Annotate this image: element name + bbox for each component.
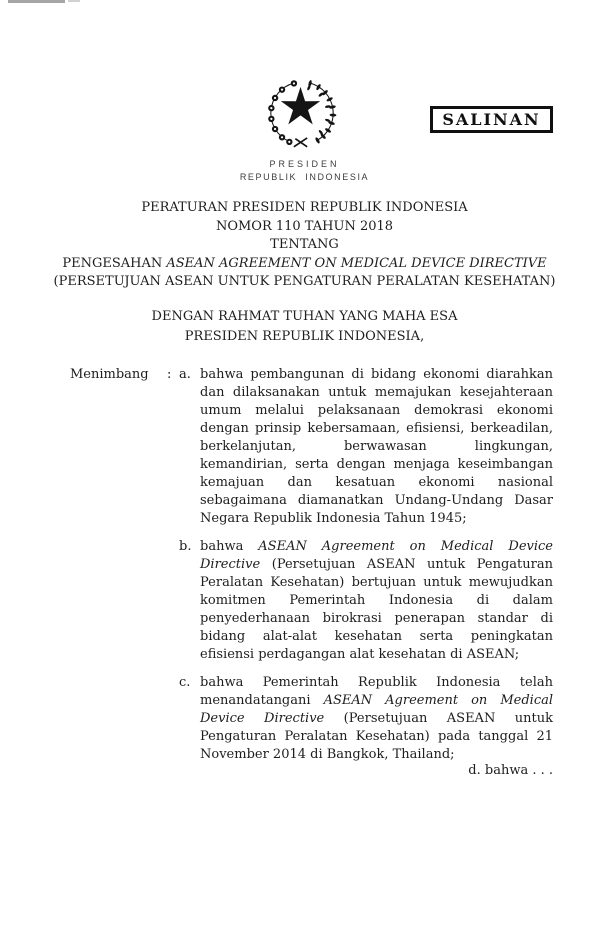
motto: [0, 307, 609, 346]
motto-line-2: PRESIDEN REPUBLIK INDONESIA,: [184, 328, 425, 344]
consideration-item-b: [70, 538, 553, 664]
letterhead-republik-indonesia: REPUBLIK INDONESIA: [239, 172, 370, 182]
scan-artifact: [68, 0, 80, 2]
title-line-tentang: TENTANG: [270, 237, 339, 252]
title-line-subject: [0, 255, 609, 274]
item-letter: a.: [179, 367, 191, 382]
considering-section: [70, 366, 553, 764]
national-emblem-icon: [265, 74, 339, 150]
title-subject-regular: PENGESAHAN: [62, 255, 167, 271]
motto-line-1: DENGAN RAHMAT TUHAN YANG MAHA ESA: [151, 309, 458, 324]
scan-artifact: [8, 0, 65, 3]
item-text: bahwa ASEAN Agreement on Medical Device Directive (Persetujuan ASEAN untuk Pengaturan Peralatan Kesehatan) bertujuan untuk mewujudkan komitmen Pemerintah Indonesia di dalam penyederhanaan birokrasi penerapan standar di bidang alat-alat kesehatan serta peningkatan efisiensi perdagangan alat kesehatan di ASEAN;: [200, 539, 553, 662]
item-text: bahwa Pemerintah Republik Indonesia telah menandatangani ASEAN Agreement on Medical Device Directive (Persetujuan ASEAN untuk Pengaturan Peralatan Kesehatan) pada tanggal 21 November 2014 di Bangkok, Thailand;: [200, 675, 554, 762]
considering-label: Menimbang: [70, 367, 149, 382]
letterhead: [0, 159, 609, 182]
consideration-item-c: [70, 674, 553, 764]
catchword: d. bahwa . . .: [468, 763, 553, 778]
item-letter: b.: [179, 539, 192, 554]
title-line-number: NOMOR 110 TAHUN 2018: [215, 218, 394, 234]
title-subject-italic: ASEAN AGREEMENT ON MEDICAL DEVICE DIRECTIVE: [166, 255, 547, 271]
title-line-translation: (PERSETUJUAN ASEAN UNTUK PENGATURAN PERALATAN KESEHATAN): [53, 274, 556, 289]
item-text: bahwa pembangunan di bidang ekonomi diarahkan dan dilaksanakan untuk memajukan kesejahteraan umum melalui pelaksanaan demokrasi ekonomi dengan prinsip kebersamaan, efisiensi, berkeadilan, berkelanjutan, berwawasan lingkungan, kemandirian, serta dengan menjaga keseimbangan kemajuan dan kesatuan ekonomi nasional sebagaimana diamanatkan Undang-Undang Dasar Negara Republik Indonesia Tahun 1945;: [200, 367, 553, 526]
copy-stamp-label: SALINAN: [442, 110, 541, 129]
consideration-item-a: [70, 366, 553, 528]
letterhead-presiden: PRESIDEN: [269, 159, 340, 169]
considering-colon: :: [167, 367, 172, 382]
regulation-title: [0, 199, 609, 292]
copy-stamp: [430, 106, 553, 133]
item-letter: c.: [179, 675, 191, 690]
title-line-regulation: PERATURAN PRESIDEN REPUBLIK INDONESIA: [141, 200, 468, 215]
